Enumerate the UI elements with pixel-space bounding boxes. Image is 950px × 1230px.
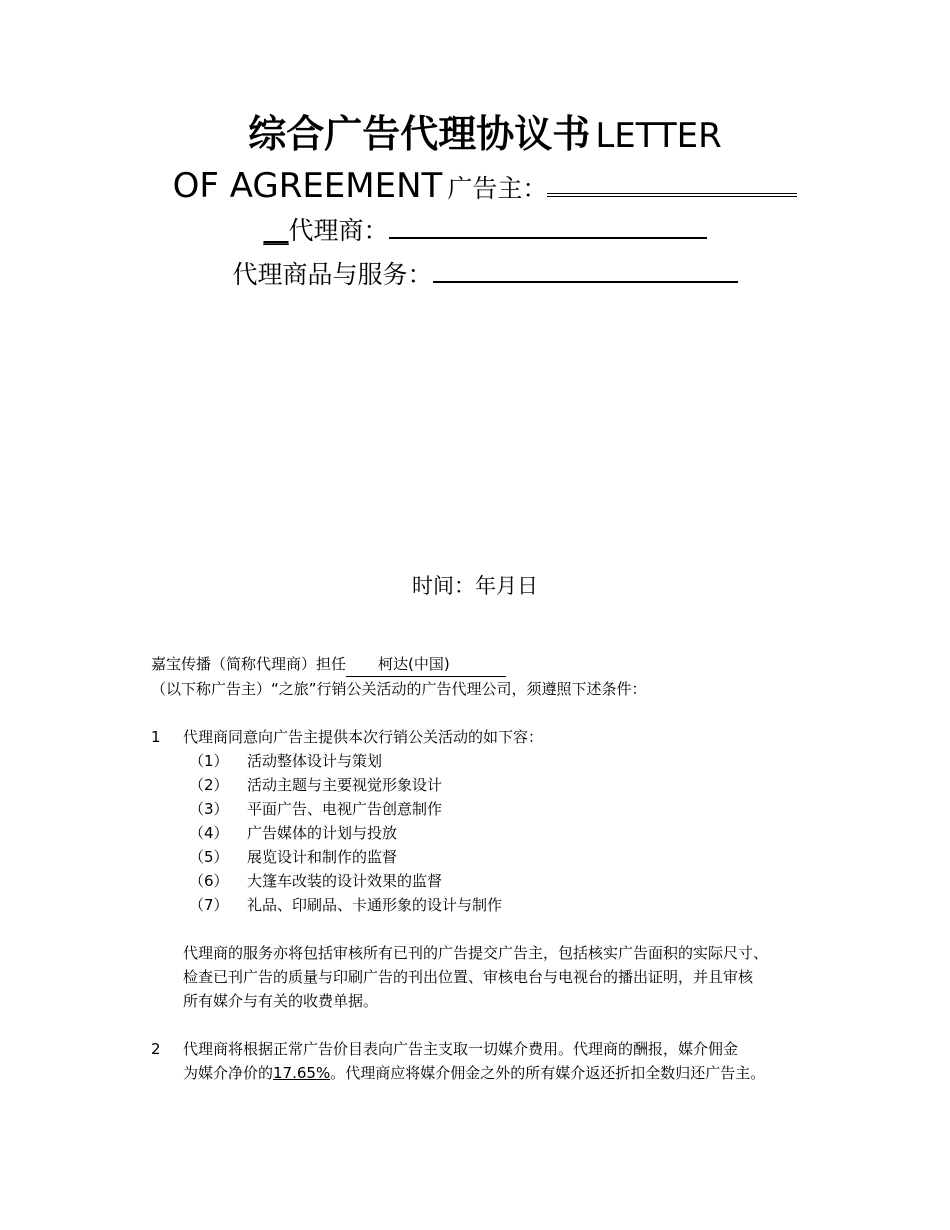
intro-line-1 — [151, 652, 851, 677]
advertiser-label: 广告主： — [447, 174, 548, 203]
document-title: 综合广告代理协议书 — [248, 112, 591, 156]
list-item — [151, 893, 851, 917]
clause-1-paragraph-line-1: 代理商的服务亦将包括审核所有已刊的广告提交广告主，包括核实广告面积的实际尺寸、 — [183, 944, 769, 962]
intro-prefix: 嘉宝传播（简称代理商）担任 — [151, 655, 347, 673]
list-item — [151, 749, 851, 773]
title-block — [100, 112, 870, 298]
clause-2-prefix: 为媒介净价的 — [183, 1064, 274, 1082]
clause-2-number: 2 — [151, 1040, 161, 1058]
list-item-label: （7） — [189, 896, 229, 914]
list-item-label: （2） — [189, 776, 229, 794]
list-item — [151, 869, 851, 893]
date-line: 时间：年月日 — [412, 574, 538, 598]
advertiser-blank — [547, 192, 797, 197]
document-title-en-2: OF AGREEMENT — [172, 166, 443, 206]
clause-1-text: 代理商同意向广告主提供本次行销公关活动的如下容： — [183, 728, 544, 746]
agreement-body — [151, 652, 851, 1085]
list-item-text: 大篷车改装的设计效果的监督 — [247, 872, 443, 890]
title-line-3 — [100, 210, 870, 255]
list-item-text: 活动主题与主要视觉形象设计 — [247, 776, 443, 794]
client-name: 柯达(中国) — [378, 655, 450, 673]
list-item-text: 广告媒体的计划与投放 — [247, 824, 398, 842]
clause-1-heading — [151, 725, 851, 749]
list-item-label: （3） — [189, 800, 229, 818]
list-item-label: （1） — [189, 752, 229, 770]
title-line-1 — [100, 112, 870, 164]
clause-1-paragraph-line-3: 所有媒介与有关的收费单据。 — [183, 992, 379, 1010]
client-name-field — [346, 652, 506, 677]
list-item-label: （4） — [189, 824, 229, 842]
commission-rate: 17.65% — [273, 1064, 331, 1082]
clause-2-line-1 — [151, 1037, 851, 1061]
list-item — [151, 845, 851, 869]
agent-prefix-blank: __ — [263, 216, 289, 245]
clause-2-line-2 — [151, 1061, 851, 1085]
list-item — [151, 773, 851, 797]
list-item — [151, 797, 851, 821]
agent-label: 代理商： — [288, 216, 389, 245]
list-item-text: 礼品、印刷品、卡通形象的设计与制作 — [247, 896, 503, 914]
clause-2-text: 代理商将根据正常广告价目表向广告主支取一切媒介费用。代理商的酬报，媒介佣金 — [183, 1040, 739, 1058]
list-item-text: 展览设计和制作的监督 — [247, 848, 398, 866]
list-item-text: 活动整体设计与策划 — [247, 752, 383, 770]
title-line-4 — [100, 255, 870, 298]
goods-blank — [433, 280, 738, 283]
document-title-en-1: LETTER — [595, 116, 722, 156]
clause-1-number: 1 — [151, 728, 161, 746]
clause-1-paragraph-line-2: 检查已刊广告的质量与印刷广告的刊出位置、审核电台与电视台的播出证明，并且审核 — [183, 968, 754, 986]
title-line-2 — [100, 164, 870, 214]
clause-2-suffix: 。代理商应将媒介佣金之外的所有媒介返还折扣全数归还广告主。 — [330, 1064, 766, 1082]
intro-line-2: （以下称广告主）“之旅”行销公关活动的广告代理公司，须遵照下述条件： — [151, 680, 647, 698]
list-item — [151, 821, 851, 845]
agent-blank — [389, 236, 707, 239]
goods-label: 代理商品与服务： — [232, 260, 433, 289]
list-item-label: （6） — [189, 872, 229, 890]
list-item-label: （5） — [189, 848, 229, 866]
list-item-text: 平面广告、电视广告创意制作 — [247, 800, 443, 818]
